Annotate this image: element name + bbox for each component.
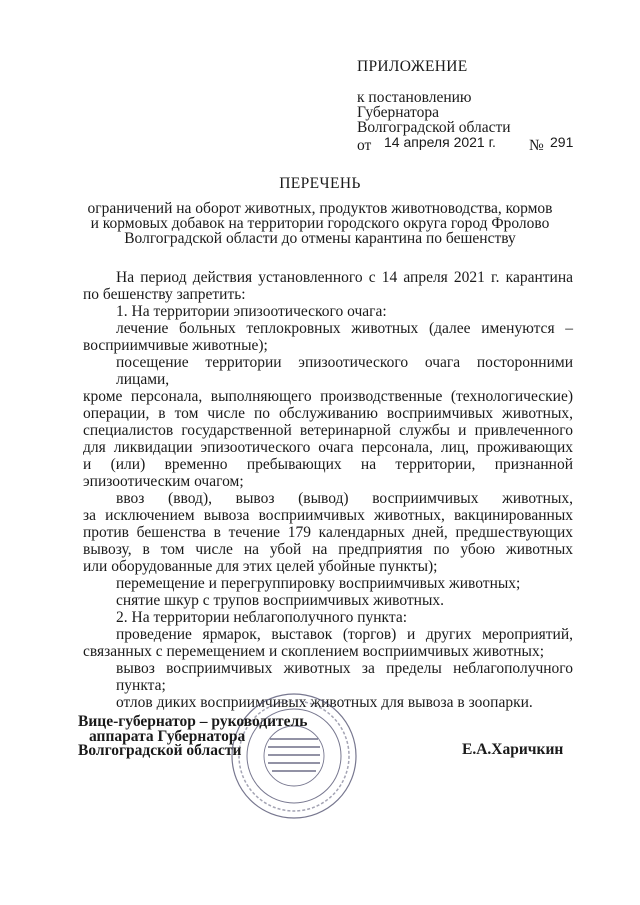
body-line: лечение больных теплокровных животных (далее именуются – (116, 320, 573, 337)
body-line: вывозу, в том числе на убой на предприятия по убою животных (83, 541, 573, 558)
body-line: против бешенства в течение 179 календарных дней, предшествующих (83, 524, 573, 541)
body-line: ввоз (ввод), вывоз (вывод) восприимчивых животных, (116, 490, 573, 507)
body-line: снятие шкур с трупов восприимчивых животных. (116, 592, 444, 609)
document-subtitle-1: ограничений на оборот животных, продуктов животноводства, кормов (87, 200, 553, 217)
appendix-line-1: к постановлению (357, 89, 472, 106)
body-line: восприимчивые животные); (83, 337, 268, 354)
body-line: и (или) временно пребывающих на территории, признанной (83, 456, 573, 473)
document-title: ПЕРЕЧЕНЬ (279, 175, 361, 192)
body-line: эпизоотическим очагом; (83, 473, 244, 490)
body-line: для ликвидации эпизоотического очага персонала, лиц, проживающих (83, 439, 573, 456)
document-body (83, 269, 573, 711)
official-seal-stamp (228, 690, 360, 822)
section-1-title: 1. На территории эпизоотического очага: (116, 303, 387, 320)
body-line: связанных с перемещением и скоплением восприимчивых животных; (83, 643, 544, 660)
body-line: или оборудованные для этих целей убойные пункты); (83, 558, 438, 575)
appendix-line-2: Губернатора (357, 104, 439, 121)
section-2-title: 2. На территории неблагополучного пункта: (116, 609, 408, 626)
signatory-role-line-1: Вице-губернатор – руководитель (78, 713, 308, 730)
document-subtitle-3: Волгоградской области до отмены карантина по бешенству (124, 230, 516, 247)
signatory-name: Е.А.Харичкин (462, 741, 564, 758)
decree-number: 291 (550, 134, 574, 150)
body-line: кроме персонала, выполняющего производственные (технологические) (83, 388, 573, 405)
body-line: вывоз восприимчивых животных за пределы неблагополучного пункта; (116, 660, 573, 694)
appendix-line-3: Волгоградской области (357, 119, 511, 136)
body-line: проведение ярмарок, выставок (торгов) и других мероприятий, (116, 626, 573, 643)
signatory-role-line-2: аппарата Губернатора (89, 728, 246, 745)
body-line: На период действия установленного с 14 апреля 2021 г. карантина (116, 269, 573, 286)
body-line: посещение территории эпизоотического очага посторонними лицами, (116, 354, 573, 388)
body-line: перемещение и перегруппировку восприимчивых животных; (116, 575, 521, 592)
body-line: за исключением вывоза восприимчивых животных, вакцинированных (83, 507, 573, 524)
appendix-title: ПРИЛОЖЕНИЕ (357, 58, 468, 75)
body-line: по бешенству запретить: (83, 286, 246, 303)
number-sign: № (529, 137, 544, 154)
body-line: отлов диких восприимчивых животных для вывоза в зоопарки. (116, 694, 533, 711)
decree-date: 14 апреля 2021 г. (384, 134, 496, 150)
date-from-label: от (357, 137, 372, 154)
document-subtitle-2: и кормовых добавок на территории городского округа город Фролово (90, 215, 550, 232)
body-line: операции, в том числе по обслуживанию восприимчивых животных, (83, 405, 573, 422)
body-line: специалистов государственной ветеринарной службы и привлеченного (83, 422, 573, 439)
signatory-role-line-3: Волгоградской области (78, 742, 242, 759)
